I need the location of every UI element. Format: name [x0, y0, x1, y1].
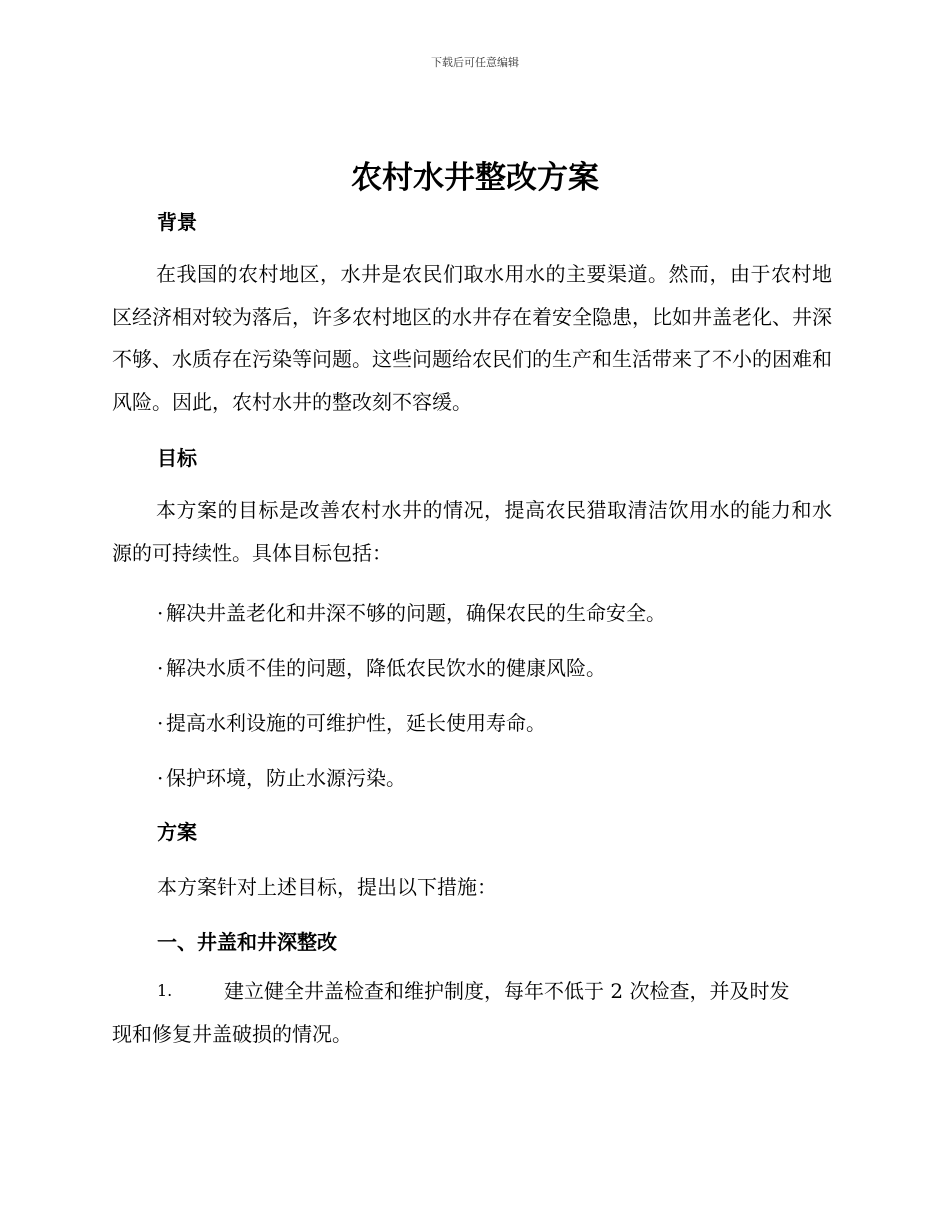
goal-paragraph: 本方案的目标是改善农村水井的情况，提高农民猎取清洁饮用水的能力和水源的可持续性。具体目标包括：	[112, 498, 832, 565]
header-note: 下载后可任意编辑	[431, 56, 519, 69]
section-heading-goal: 目标	[157, 446, 197, 470]
document-title: 农村水井整改方案	[351, 160, 599, 196]
goal-bullet-text: 保护环境，防止水源污染。	[166, 766, 406, 790]
goal-bullet-item	[157, 597, 666, 626]
bullet-dot-icon: ·	[157, 656, 164, 680]
plan-subheading: 一、井盖和井深整改	[157, 930, 337, 954]
goal-bullet-item	[157, 762, 406, 791]
item-text-line1: 建立健全井盖检查和维护制度，每年不低于 2 次检查，并及时发	[224, 979, 790, 1003]
section-heading-background: 背景	[157, 210, 197, 234]
numbered-item	[112, 970, 832, 1055]
plan-intro: 本方案针对上述目标，提出以下措施：	[157, 875, 497, 899]
goal-bullet-item	[157, 652, 606, 681]
bullet-dot-icon: ·	[157, 601, 164, 625]
goal-bullet-text: 解决井盖老化和井深不够的问题，确保农民的生命安全。	[166, 601, 666, 625]
bullet-dot-icon: ·	[157, 766, 164, 790]
item-text-line2: 现和修复井盖破损的情况。	[112, 1021, 352, 1046]
bullet-dot-icon: ·	[157, 711, 164, 735]
background-paragraph: 在我国的农村地区，水井是农民们取水用水的主要渠道。然而，由于农村地区经济相对较为落后，许多农村地区的水井存在着安全隐患，比如井盖老化、井深不够、水质存在污染等问题。这些问题给农民们的生产和生活带来了不小的困难和风险。因此，农村水井的整改刻不容缓。	[112, 262, 832, 414]
section-heading-plan: 方案	[157, 820, 197, 844]
goal-bullet-text: 提高水利设施的可维护性，延长使用寿命。	[166, 711, 546, 735]
goal-bullet-item	[157, 707, 546, 736]
item-number: 1.	[157, 981, 173, 1000]
goal-bullet-text: 解决水质不佳的问题，降低农民饮水的健康风险。	[166, 656, 606, 680]
